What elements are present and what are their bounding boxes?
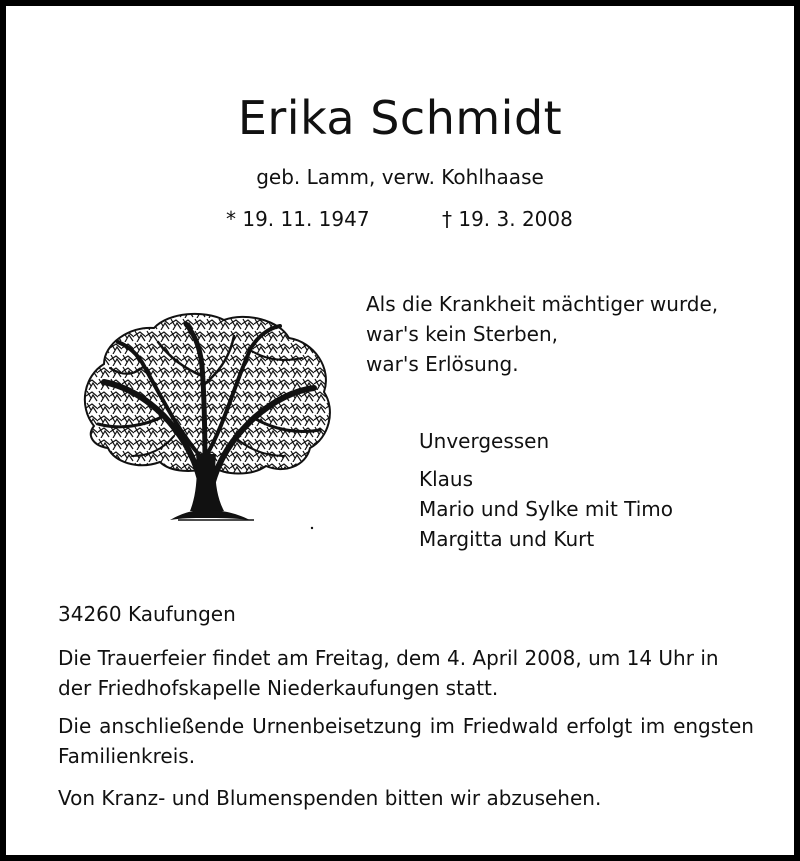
poem-line: war's kein Sterben, [366,322,558,346]
remembrance-label: Unvergessen [419,429,550,453]
poem [366,289,718,379]
mourner: Mario und Sylke mit Timo [419,497,674,521]
flowers-request: Von Kranz- und Blumenspenden bitten wir abzusehen. [58,786,602,810]
birth-date: * 19. 11. 1947 [226,207,370,231]
death-date: † 19. 3. 2008 [442,207,573,231]
poem-line: Als die Krankheit mächtiger wurde, [366,292,719,316]
mourner: Klaus [419,467,474,491]
oak-tree-icon [74,306,336,536]
burial-info: Die anschließende Urnenbeisetzung im Friedwald erfolgt im engsten Familienkreis. [58,714,754,768]
deceased-name: Erika Schmidt [237,91,563,145]
mourners-list [419,426,673,554]
funeral-info: Die Trauerfeier findet am Freitag, dem 4. April 2008, um 14 Uhr in der Friedhofskapelle Niederkaufungen statt. [58,646,719,700]
maiden-name: geb. Lamm, verw. Kohlhaase [256,165,544,189]
poem-line: war's Erlösung. [366,352,519,376]
mourner: Margitta und Kurt [419,527,595,551]
place: 34260 Kaufungen [58,602,236,626]
